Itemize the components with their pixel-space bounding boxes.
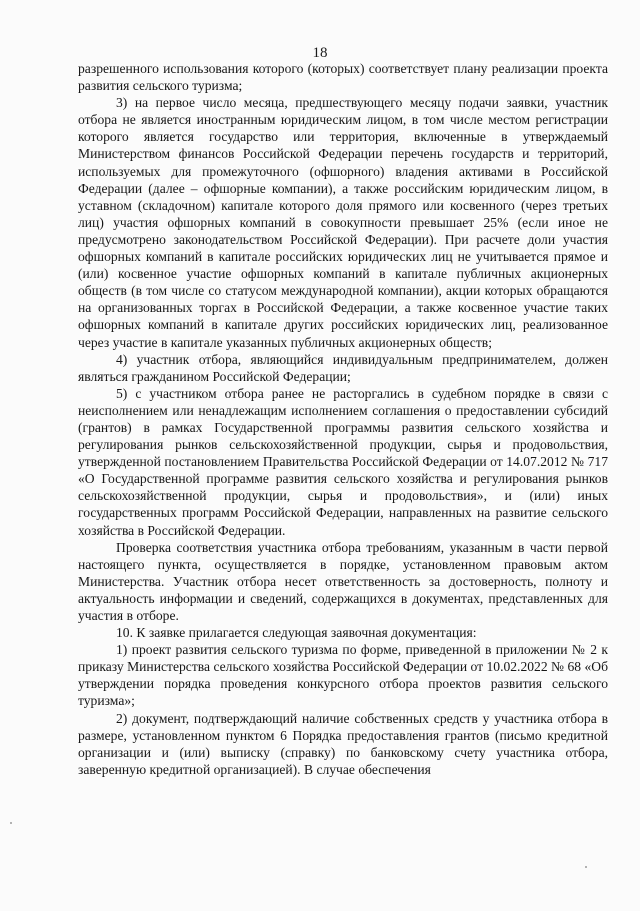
paragraph-item-3: 3) на первое число месяца, предшествующего месяцу подачи заявки, участник отбора не является иностранным юридическим лицом, в том числе местом регистрации которого является государство или территория, включенные в утверждаемый Министерством финансов Российской Федерации перечень государств и территорий, используемых для промежуточного (офшорного) владения активами в Российской Федерации (далее – офшорные компании), а также российским юридическим лицом, в уставном (складочном) капитале которого доля прямого или косвенного (через третьих лиц) участия офшорных компаний в совокупности превышает 25% (если иное не предусмотрено законодательством Российской Федерации). При расчете доли участия офшорных компаний в капитале российских юридических лиц не учитывается прямое и (или) косвенное участие офшорных компаний в капитале публичных акционерных обществ (в том числе со статусом международной компании), акции которых обращаются на организованных торгах в Российской Федерации, а также косвенное участие таких офшорных компаний в капитале других российских юридических лиц, реализованное через участие в капитале указанных публичных акционерных обществ;: [78, 95, 608, 350]
paragraph-doc-2: 2) документ, подтверждающий наличие собственных средств у участника отбора в размере, установленном пунктом 6 Порядка предоставления грантов (письмо кредитной организации и (или) выписку (справку) по банковскому счету участника отбора, заверенную кредитной организацией). В случае обеспечения: [78, 710, 608, 777]
document-body: [78, 60, 608, 778]
page-number: 18: [312, 45, 328, 61]
scan-speck: [585, 866, 587, 868]
paragraph-item-5: 5) с участником отбора ранее не расторгались в судебном порядке в связи с неисполнением или ненадлежащим исполнением соглашения о предоставлении субсидий (грантов) в рамках Государственной программы развития сельского хозяйства и регулирования рынков сельскохозяйственной продукции, сырья и продовольствия, утвержденной постановлением Правительства Российской Федерации от 14.07.2012 № 717 «О Государственной программе развития сельского хозяйства и регулирования рынков сельскохозяйственной продукции, сырья и продовольствия», и (или) иных государственных программ Российской Федерации, направленных на развитие сельского хозяйства в Российской Федерации.: [78, 385, 608, 538]
paragraph-verification: Проверка соответствия участника отбора требованиям, указанным в части первой настоящего пункта, осуществляется в порядке, установленном правовым актом Министерства. Участник отбора несет ответственность за достоверность, полноту и актуальность информации и сведений, содержащихся в документах, представленных для участия в отборе.: [78, 539, 608, 623]
scan-speck: [10, 822, 12, 824]
paragraph-section-10: 10. К заявке прилагается следующая заявочная документация:: [116, 625, 477, 641]
paragraph-continuation: разрешенного использования которого (которых) соответствует плану реализации проекта развития сельского туризма;: [78, 61, 608, 94]
paragraph-item-4: 4) участник отбора, являющийся индивидуальным предпринимателем, должен являться гражданином Российской Федерации;: [78, 351, 608, 384]
paragraph-doc-1: 1) проект развития сельского туризма по форме, приведенной в приложении № 2 к приказу Министерства сельского хозяйства Российской Федерации от 10.02.2022 № 68 «Об утверждении порядка проведения конкурсного отбора проектов развития сельского туризма»;: [78, 642, 608, 709]
